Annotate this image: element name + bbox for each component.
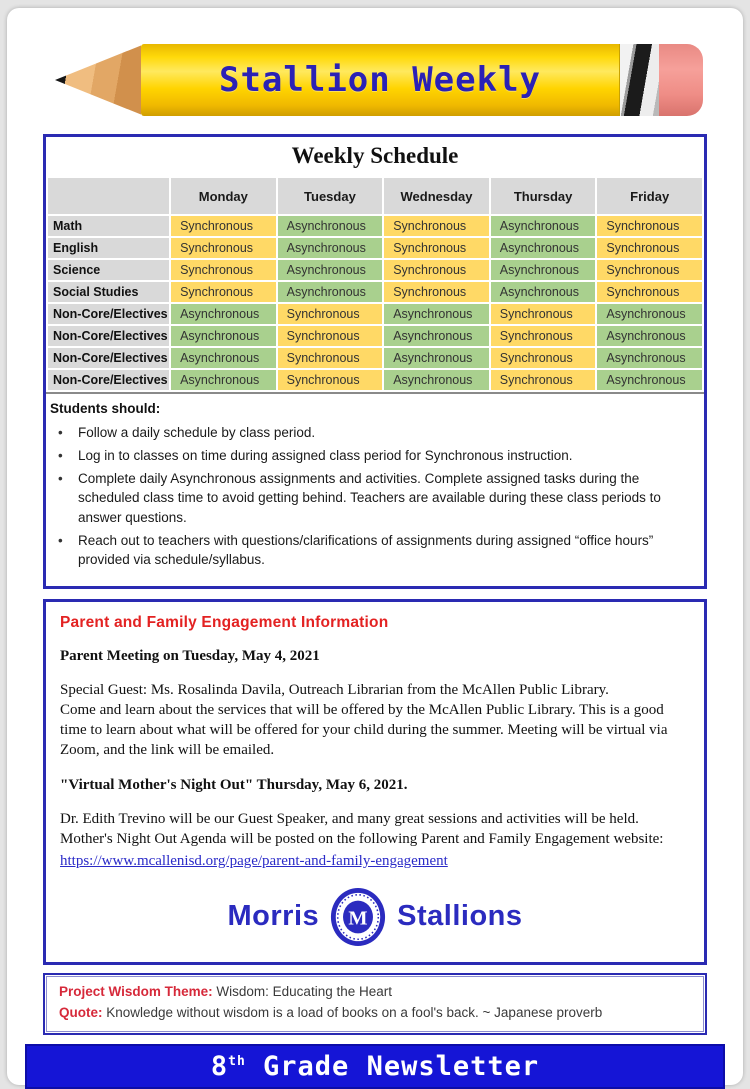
- schedule-cell: Synchronous: [278, 348, 383, 368]
- students-should-heading: Students should:: [50, 401, 161, 416]
- special-guest-line: Special Guest: Ms. Rosalinda Davila, Outreach Librarian from the McAllen Public Library.: [60, 682, 609, 699]
- morris-stallions-logo: [60, 886, 690, 948]
- row-label-noncore-3: Non-Core/Electives: [48, 348, 169, 368]
- newsletter-masthead-title: Stallion Weekly: [218, 60, 542, 100]
- meeting-description-line: Come and learn about the services that will be offered by the McAllen Public Library. This is a good time to learn about what will be offered for your child during the summer. Meeting will be virtual via Zoom, and the link will be emailed.: [60, 702, 668, 758]
- pencil-masthead: [55, 44, 703, 116]
- table-row: [48, 304, 702, 324]
- pencil-eraser-icon: [659, 44, 703, 116]
- newsletter-page: [7, 8, 743, 1085]
- wisdom-quote-text: Knowledge without wisdom is a load of books on a fool's back. ~ Japanese proverb: [102, 1004, 603, 1020]
- schedule-cell: Synchronous: [491, 304, 596, 324]
- wisdom-quote-line: [59, 1003, 691, 1024]
- table-row: [48, 260, 702, 280]
- schedule-cell: Synchronous: [171, 216, 276, 236]
- schedule-cell: Asynchronous: [384, 326, 489, 346]
- schedule-cell: Synchronous: [384, 238, 489, 258]
- mothers-night-body: Dr. Edith Trevino will be our Guest Speaker, and many great sessions and activities will be held. Mother's Night Out Agenda will be posted on the following Parent and Family Engagement website:: [60, 810, 664, 847]
- parent-engagement-box: [43, 599, 707, 965]
- column-header-monday: Monday: [171, 178, 276, 214]
- schedule-cell: Asynchronous: [278, 260, 383, 280]
- column-header-thursday: Thursday: [491, 178, 596, 214]
- row-label-noncore-2: Non-Core/Electives: [48, 326, 169, 346]
- schedule-cell: Asynchronous: [171, 304, 276, 324]
- schedule-cell: Asynchronous: [491, 260, 596, 280]
- schedule-cell: Asynchronous: [171, 326, 276, 346]
- pencil-tip-icon: [55, 44, 141, 116]
- list-item: • Follow a daily schedule by class period.: [56, 423, 698, 442]
- schedule-cell: Synchronous: [278, 370, 383, 390]
- schedule-cell: Asynchronous: [491, 216, 596, 236]
- svg-text:M: M: [348, 907, 368, 930]
- grade-newsletter-banner: [25, 1044, 725, 1089]
- schedule-cell: Asynchronous: [278, 282, 383, 302]
- table-row: [48, 326, 702, 346]
- schedule-cell: Asynchronous: [384, 304, 489, 324]
- students-should-section: [46, 392, 704, 586]
- parent-meeting-title: Parent Meeting on Tuesday, May 4, 2021: [60, 648, 320, 665]
- schedule-cell: Asynchronous: [278, 216, 383, 236]
- row-label-noncore-1: Non-Core/Electives: [48, 304, 169, 324]
- schedule-cell: Synchronous: [491, 370, 596, 390]
- schedule-cell: Asynchronous: [278, 238, 383, 258]
- schedule-cell: Synchronous: [384, 282, 489, 302]
- schedule-cell: Synchronous: [491, 348, 596, 368]
- schedule-cell: Synchronous: [171, 238, 276, 258]
- table-row: [48, 238, 702, 258]
- list-item: • Reach out to teachers with questions/clarifications of assignments during assigned “office hours” provided via schedule/syllabus.: [56, 531, 698, 569]
- row-label-science: Science: [48, 260, 169, 280]
- schedule-cell: Synchronous: [597, 260, 702, 280]
- schedule-cell: Asynchronous: [597, 326, 702, 346]
- logo-word-morris: Morris: [227, 900, 320, 933]
- schedule-cell: Asynchronous: [597, 348, 702, 368]
- wisdom-theme-label: Project Wisdom Theme:: [59, 983, 213, 999]
- schedule-cell: Synchronous: [171, 282, 276, 302]
- parent-engagement-link[interactable]: https://www.mcallenisd.org/page/parent-and-family-engagement: [60, 852, 448, 869]
- row-label-math: Math: [48, 216, 169, 236]
- parent-engagement-heading: Parent and Family Engagement Information: [60, 614, 389, 632]
- schedule-cell: Asynchronous: [171, 348, 276, 368]
- table-row: [48, 348, 702, 368]
- row-label-noncore-4: Non-Core/Electives: [48, 370, 169, 390]
- pencil-ferrule-icon: [619, 44, 659, 116]
- schedule-cell: Synchronous: [384, 216, 489, 236]
- schedule-cell: Asynchronous: [384, 348, 489, 368]
- schedule-cell: Asynchronous: [171, 370, 276, 390]
- column-header-tuesday: Tuesday: [278, 178, 383, 214]
- schedule-cell: Asynchronous: [597, 370, 702, 390]
- weekly-schedule-table: [46, 176, 704, 392]
- schedule-cell: Synchronous: [597, 282, 702, 302]
- schedule-title: Weekly Schedule: [291, 143, 459, 168]
- schedule-corner-cell: [48, 178, 169, 214]
- table-row: [48, 282, 702, 302]
- parent-meeting-body: [60, 681, 690, 761]
- wisdom-quote-label: Quote:: [59, 1004, 103, 1020]
- schedule-cell: Asynchronous: [491, 282, 596, 302]
- logo-word-stallions: Stallions: [397, 900, 523, 933]
- schedule-cell: Synchronous: [597, 216, 702, 236]
- schedule-cell: Synchronous: [384, 260, 489, 280]
- schedule-cell: Asynchronous: [491, 238, 596, 258]
- row-label-social-studies: Social Studies: [48, 282, 169, 302]
- schedule-cell: Synchronous: [278, 326, 383, 346]
- column-header-wednesday: Wednesday: [384, 178, 489, 214]
- schedule-cell: Asynchronous: [384, 370, 489, 390]
- weekly-schedule-box: [43, 134, 707, 589]
- schedule-cell: Synchronous: [278, 304, 383, 324]
- schedule-header-row: [48, 178, 702, 214]
- grade-newsletter-title: 8th Grade Newsletter: [210, 1050, 540, 1082]
- list-item: • Complete daily Asynchronous assignments and activities. Complete assigned tasks during the scheduled class time to avoid getting behind. Teachers are available during these class periods to answer questions.: [56, 469, 698, 526]
- column-header-friday: Friday: [597, 178, 702, 214]
- schedule-cell: Synchronous: [597, 238, 702, 258]
- wisdom-theme-line: [59, 982, 691, 1003]
- mothers-night-title: "Virtual Mother's Night Out" Thursday, May 6, 2021.: [60, 776, 408, 793]
- schedule-cell: Synchronous: [491, 326, 596, 346]
- students-bullet-list: [50, 423, 698, 569]
- school-seal-icon: [329, 886, 387, 948]
- wisdom-theme-text: Wisdom: Educating the Heart: [212, 983, 392, 999]
- project-wisdom-box: [43, 973, 707, 1035]
- schedule-cell: Asynchronous: [597, 304, 702, 324]
- list-item: • Log in to classes on time during assigned class period for Synchronous instruction.: [56, 446, 698, 465]
- pencil-body: [141, 44, 619, 116]
- table-row: [48, 216, 702, 236]
- table-row: [48, 370, 702, 390]
- row-label-english: English: [48, 238, 169, 258]
- schedule-cell: Synchronous: [171, 260, 276, 280]
